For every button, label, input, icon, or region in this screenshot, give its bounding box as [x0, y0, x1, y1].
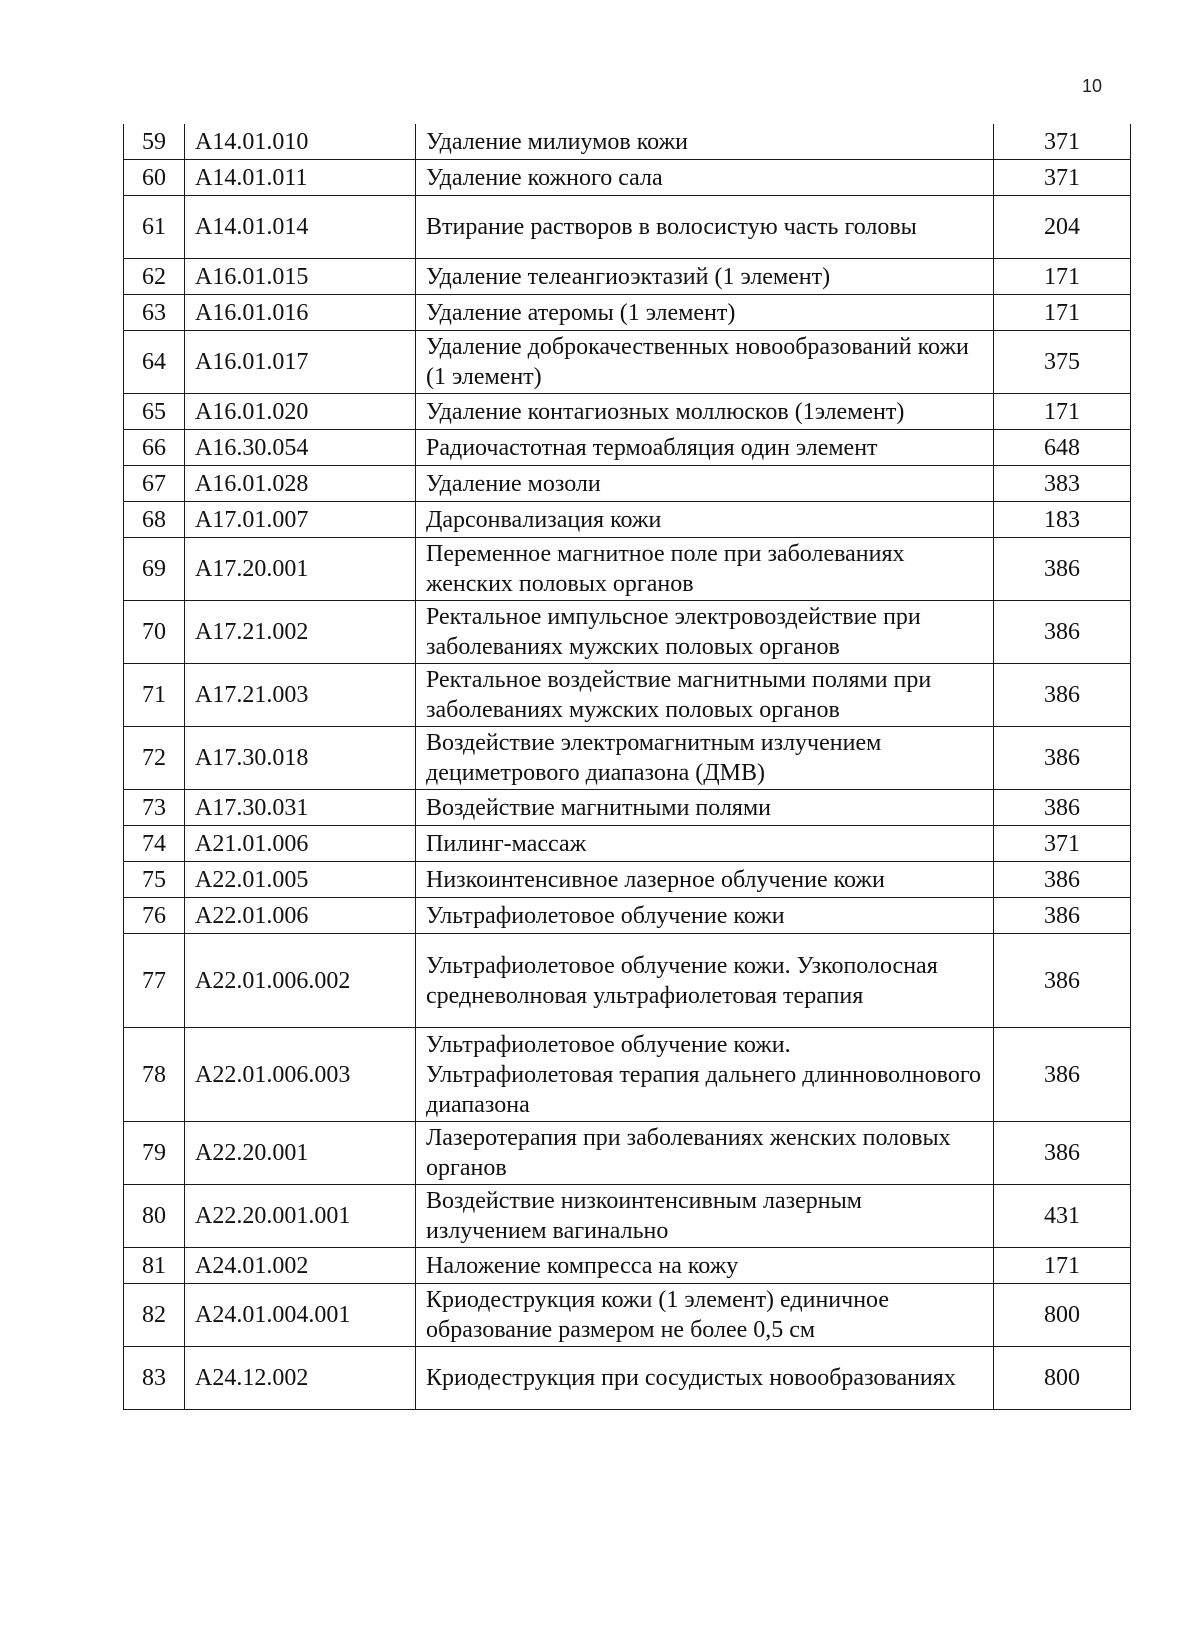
- row-number-cell: 61: [124, 196, 185, 259]
- table-body: [124, 124, 1131, 1410]
- service-name-cell: Ультрафиолетовое облучение кожи. Ультрафиолетовая терапия дальнего длинноволнового диапазона: [416, 1028, 994, 1122]
- row-number-cell: 70: [124, 601, 185, 664]
- row-number-cell: 77: [124, 934, 185, 1028]
- service-code-cell: A24.01.002: [185, 1248, 416, 1284]
- service-name-cell: Втирание растворов в волосистую часть головы: [416, 196, 994, 259]
- table-row: [124, 862, 1131, 898]
- service-name-cell: Воздействие магнитными полями: [416, 790, 994, 826]
- service-name-cell: Удаление телеангиоэктазий (1 элемент): [416, 259, 994, 295]
- row-number-cell: 78: [124, 1028, 185, 1122]
- table-row: [124, 466, 1131, 502]
- price-cell: 171: [994, 394, 1131, 430]
- service-code-cell: A16.01.015: [185, 259, 416, 295]
- table-row: [124, 826, 1131, 862]
- service-code-cell: A14.01.010: [185, 124, 416, 160]
- service-name-cell: Воздействие электромагнитным излучением дециметрового диапазона (ДМВ): [416, 727, 994, 790]
- price-cell: 648: [994, 430, 1131, 466]
- table-row: [124, 124, 1131, 160]
- table-row: [124, 331, 1131, 394]
- service-code-cell: A17.30.018: [185, 727, 416, 790]
- price-cell: 800: [994, 1347, 1131, 1410]
- row-number-cell: 71: [124, 664, 185, 727]
- price-cell: 171: [994, 259, 1131, 295]
- service-code-cell: A22.01.005: [185, 862, 416, 898]
- row-number-cell: 80: [124, 1185, 185, 1248]
- table-row: [124, 394, 1131, 430]
- price-cell: 183: [994, 502, 1131, 538]
- row-number-cell: 65: [124, 394, 185, 430]
- price-cell: 204: [994, 196, 1131, 259]
- table-row: [124, 790, 1131, 826]
- table-row: [124, 430, 1131, 466]
- service-code-cell: A17.21.003: [185, 664, 416, 727]
- row-number-cell: 83: [124, 1347, 185, 1410]
- row-number-cell: 76: [124, 898, 185, 934]
- table-row: [124, 538, 1131, 601]
- row-number-cell: 59: [124, 124, 185, 160]
- service-name-cell: Дарсонвализация кожи: [416, 502, 994, 538]
- row-number-cell: 82: [124, 1284, 185, 1347]
- row-number-cell: 81: [124, 1248, 185, 1284]
- price-cell: 386: [994, 1122, 1131, 1185]
- service-name-cell: Удаление милиумов кожи: [416, 124, 994, 160]
- price-cell: 371: [994, 124, 1131, 160]
- page-number: 10: [1082, 76, 1103, 96]
- row-number-cell: 73: [124, 790, 185, 826]
- service-code-cell: A22.20.001.001: [185, 1185, 416, 1248]
- table-row: [124, 727, 1131, 790]
- price-cell: 171: [994, 1248, 1131, 1284]
- row-number-cell: 75: [124, 862, 185, 898]
- price-cell: 386: [994, 664, 1131, 727]
- service-code-cell: A17.30.031: [185, 790, 416, 826]
- price-cell: 386: [994, 601, 1131, 664]
- row-number-cell: 68: [124, 502, 185, 538]
- table-row: [124, 196, 1131, 259]
- row-number-cell: 69: [124, 538, 185, 601]
- table-row: [124, 1248, 1131, 1284]
- service-code-cell: A14.01.011: [185, 160, 416, 196]
- price-cell: 386: [994, 898, 1131, 934]
- table-row: [124, 934, 1131, 1028]
- row-number-cell: 74: [124, 826, 185, 862]
- table-row: [124, 259, 1131, 295]
- table-row: [124, 1185, 1131, 1248]
- table-row: [124, 1028, 1131, 1122]
- service-name-cell: Криодеструкция кожи (1 элемент) единичное образование размером не более 0,5 см: [416, 1284, 994, 1347]
- price-cell: 375: [994, 331, 1131, 394]
- service-name-cell: Удаление мозоли: [416, 466, 994, 502]
- price-cell: 800: [994, 1284, 1131, 1347]
- service-name-cell: Удаление кожного сала: [416, 160, 994, 196]
- service-name-cell: Радиочастотная термоабляция один элемент: [416, 430, 994, 466]
- service-name-cell: Удаление контагиозных моллюсков (1элемент): [416, 394, 994, 430]
- row-number-cell: 72: [124, 727, 185, 790]
- table-row: [124, 601, 1131, 664]
- service-name-cell: Удаление атеромы (1 элемент): [416, 295, 994, 331]
- service-code-cell: A17.01.007: [185, 502, 416, 538]
- service-code-cell: A21.01.006: [185, 826, 416, 862]
- table-row: [124, 502, 1131, 538]
- service-code-cell: A22.01.006.003: [185, 1028, 416, 1122]
- table-row: [124, 1284, 1131, 1347]
- table-row: [124, 1122, 1131, 1185]
- service-name-cell: Переменное магнитное поле при заболеваниях женских половых органов: [416, 538, 994, 601]
- row-number-cell: 67: [124, 466, 185, 502]
- service-name-cell: Лазеротерапия при заболеваниях женских половых органов: [416, 1122, 994, 1185]
- price-cell: 386: [994, 790, 1131, 826]
- service-code-cell: A16.01.028: [185, 466, 416, 502]
- price-cell: 386: [994, 727, 1131, 790]
- service-code-cell: A16.01.016: [185, 295, 416, 331]
- price-cell: 386: [994, 934, 1131, 1028]
- service-code-cell: A22.01.006: [185, 898, 416, 934]
- service-code-cell: A24.12.002: [185, 1347, 416, 1410]
- price-cell: 371: [994, 826, 1131, 862]
- row-number-cell: 64: [124, 331, 185, 394]
- price-table: [123, 124, 1131, 1410]
- service-code-cell: A16.30.054: [185, 430, 416, 466]
- service-name-cell: Низкоинтенсивное лазерное облучение кожи: [416, 862, 994, 898]
- service-code-cell: A24.01.004.001: [185, 1284, 416, 1347]
- service-name-cell: Пилинг-массаж: [416, 826, 994, 862]
- table-row: [124, 1347, 1131, 1410]
- service-name-cell: Ректальное импульсное электровоздействие при заболеваниях мужских половых органов: [416, 601, 994, 664]
- service-code-cell: A17.20.001: [185, 538, 416, 601]
- service-code-cell: A16.01.020: [185, 394, 416, 430]
- service-name-cell: Криодеструкция при сосудистых новообразованиях: [416, 1347, 994, 1410]
- row-number-cell: 66: [124, 430, 185, 466]
- service-code-cell: A22.20.001: [185, 1122, 416, 1185]
- service-name-cell: Ультрафиолетовое облучение кожи. Узкополосная средневолновая ультрафиолетовая терапия: [416, 934, 994, 1028]
- row-number-cell: 79: [124, 1122, 185, 1185]
- service-name-cell: Воздействие низкоинтенсивным лазерным излучением вагинально: [416, 1185, 994, 1248]
- price-cell: 371: [994, 160, 1131, 196]
- row-number-cell: 60: [124, 160, 185, 196]
- table-row: [124, 898, 1131, 934]
- table-row: [124, 664, 1131, 727]
- service-code-cell: A14.01.014: [185, 196, 416, 259]
- service-name-cell: Наложение компресса на кожу: [416, 1248, 994, 1284]
- table-row: [124, 160, 1131, 196]
- service-name-cell: Ректальное воздействие магнитными полями при заболеваниях мужских половых органов: [416, 664, 994, 727]
- price-cell: 386: [994, 1028, 1131, 1122]
- service-code-cell: A17.21.002: [185, 601, 416, 664]
- price-cell: 171: [994, 295, 1131, 331]
- price-cell: 386: [994, 538, 1131, 601]
- table-row: [124, 295, 1131, 331]
- price-cell: 383: [994, 466, 1131, 502]
- service-code-cell: A16.01.017: [185, 331, 416, 394]
- row-number-cell: 63: [124, 295, 185, 331]
- service-name-cell: Ультрафиолетовое облучение кожи: [416, 898, 994, 934]
- row-number-cell: 62: [124, 259, 185, 295]
- service-code-cell: A22.01.006.002: [185, 934, 416, 1028]
- price-cell: 431: [994, 1185, 1131, 1248]
- service-name-cell: Удаление доброкачественных новообразований кожи (1 элемент): [416, 331, 994, 394]
- price-cell: 386: [994, 862, 1131, 898]
